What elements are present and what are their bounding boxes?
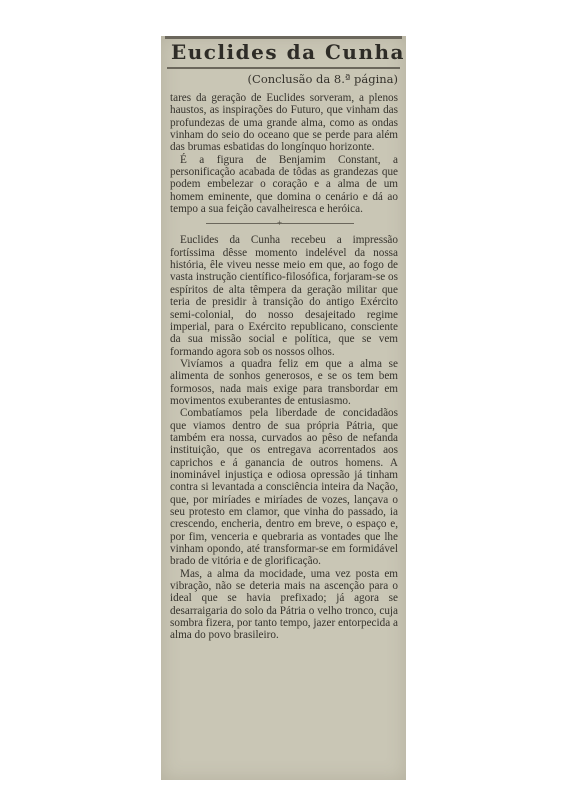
paragraph: Euclides da Cunha recebeu a impressão fortíssima dêsse momento indelével da nossa história, êle viveu nesse meio em que, ao fogo de vasta instrução científico-filosófica, forjaram-se os espíritos de alta têmpera da geração militar que teria de presidir à transição do antigo Exército semi-colonial, do nosso desajeitado regime imperial, para o Exército republicano, consciente da sua missão social e política, que se vem formando agora sob os nossos olhos. <box>170 234 398 358</box>
article-title: Euclides da Cunha <box>171 40 405 64</box>
paragraph: tares da geração de Euclides sorveram, a plenos haustos, as inspirações do Futuro, que vinham das profundezas de uma grande alma, como as ondas vinham do seio do oceano que se perde para além das brumas esbatidas do longínquo horizonte. <box>170 92 398 154</box>
continuation-note: (Conclusão da 8.ª página) <box>247 72 398 86</box>
paragraph: Mas, a alma da mocidade, uma vez posta em vibração, não se deteria mais na ascenção para o ideal que se havia prefixado; já agora se desarraigaria do solo da Pátria o velho tronco, cuja sombra fizera, por tanto tempo, jazer entorpecida a alma do povo brasileiro. <box>170 567 398 642</box>
title-rule <box>167 67 400 69</box>
paragraph: Vivíamos a quadra feliz em que a alma se alimenta de sonhos generosos, e se os tem bem formosos, nada mais exige para transbordar em movimentos exuberantes de entusiasmo. <box>170 357 398 407</box>
divider-mark: + <box>277 218 283 229</box>
section-divider <box>206 218 354 229</box>
paragraph: Combatíamos pela liberdade de concidadãos que viamos dentro de sua própria Pátria, que também era nossa, curvados ao pêso de nefanda instituição, que os entregava acorrentados aos caprichos e á ganancia de outros homens. A inominável injustiça e odiosa opressão já tinham contra si levantada a consciência inteira da Nação, que, por miríades e miríades de vozes, lançava o seu protesto em clamor, que vinha do passado, ia crescendo, encheria, dentro em breve, o espaço e, por fim, venceria e quebraria as vontades que lhe vinham opondo, até transformar-se em formidável brado de vitória e de glorificação. <box>170 407 398 568</box>
paragraph: É a figura de Benjamim Constant, a personificação acabada de tôdas as grandezas que podem embelezar o coração e a alma de um homem eminente, que domina o cenário e dá ao tempo a sua feição cavalheiresca e heróica. <box>170 153 398 216</box>
top-rule <box>165 36 402 39</box>
article-body <box>170 92 398 642</box>
newspaper-clipping <box>161 36 406 780</box>
